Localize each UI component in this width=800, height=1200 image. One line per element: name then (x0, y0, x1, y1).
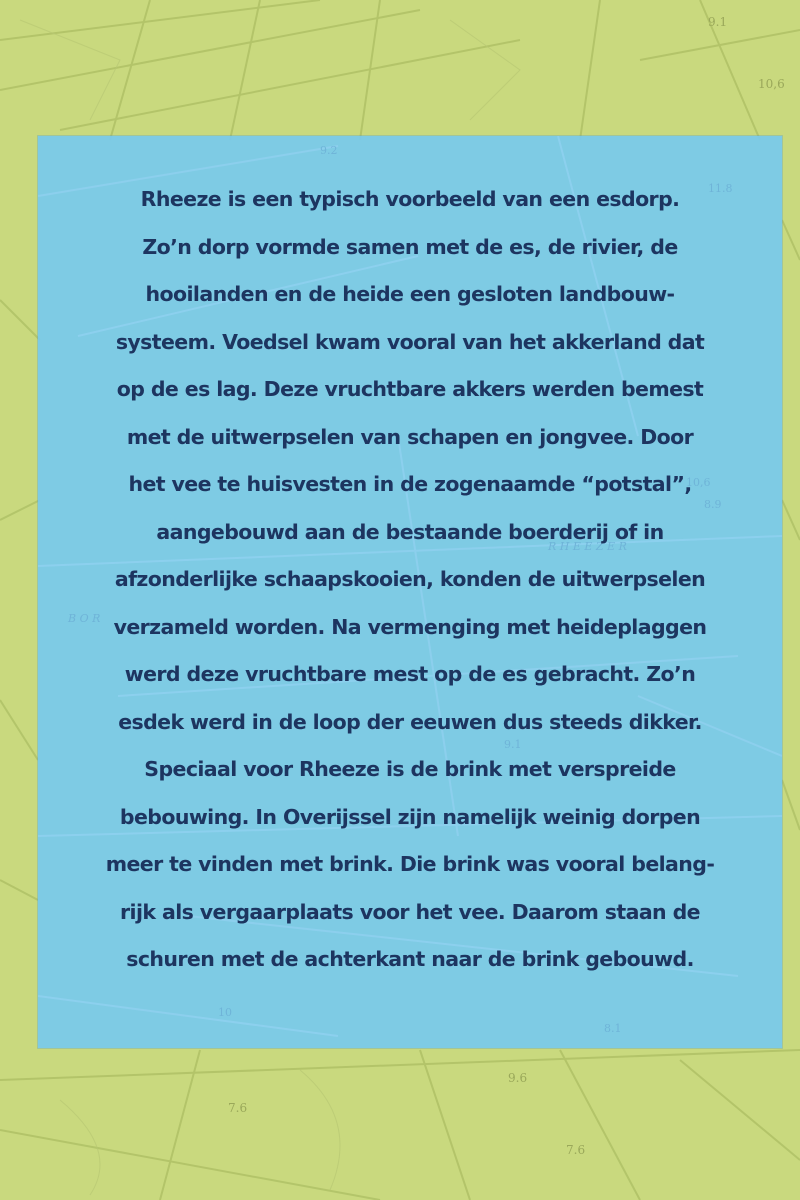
map-label: R H E E Z E R (548, 540, 627, 553)
info-panel (38, 136, 782, 1048)
map-label: 9.1 (504, 738, 522, 751)
map-label: 7.6 (566, 1143, 586, 1157)
map-label: 10,6 (758, 77, 785, 91)
text-line: bebouwing. In Overijssel zijn namelijk weinig dorpen (119, 804, 701, 829)
map-label: 9.6 (508, 1071, 528, 1085)
text-line: esdek werd in de loop der eeuwen dus steeds dikker. (118, 709, 702, 734)
text-line: meer te vinden met brink. Die brink was vooral belang- (105, 852, 715, 876)
text-line: op de es lag. Deze vruchtbare akkers werden bemest (116, 377, 704, 401)
text-line: het vee te huisvesten in de zogenaamde “potstal”, (128, 472, 692, 496)
text-line: met de uitwerpselen van schapen en jongvee. Door (126, 424, 694, 449)
text-line: werd deze vruchtbare mest op de es gebracht. Zo’n (124, 662, 696, 686)
text-line: schuren met de achterkant naar de brink gebouwd. (126, 947, 694, 971)
text-line: systeem. Voedsel kwam vooral van het akkerland dat (115, 329, 705, 354)
map-label: 8.1 (604, 1022, 622, 1035)
map-label: 10,6 (686, 476, 711, 489)
text-line: afzonderlijke schaapskooien, konden de uitwerpselen (114, 567, 706, 591)
info-text (38, 176, 782, 984)
text-line: Speciaal voor Rheeze is de brink met verspreide (144, 757, 676, 781)
text-line: aangebouwd aan de bestaande boerderij of in (156, 519, 664, 544)
text-line: Zo’n dorp vormde samen met de es, de rivier, de (142, 234, 678, 259)
map-label: 11.8 (708, 182, 733, 195)
map-label: 9.1 (708, 15, 728, 29)
map-label: 9.2 (320, 144, 338, 157)
text-line: Rheeze is een typisch voorbeeld van een esdorp. (140, 187, 680, 211)
map-label: 8.9 (704, 498, 722, 511)
map-label: B O R (68, 612, 101, 625)
map-label: 7.6 (228, 1101, 248, 1115)
map-label: 10 (218, 1006, 232, 1019)
text-line: rijk als vergaarplaats voor het vee. Daarom staan de (120, 899, 700, 924)
text-line: verzameld worden. Na vermenging met heideplaggen (113, 614, 707, 639)
text-line: hooilanden en de heide een gesloten landbouw- (145, 282, 675, 306)
